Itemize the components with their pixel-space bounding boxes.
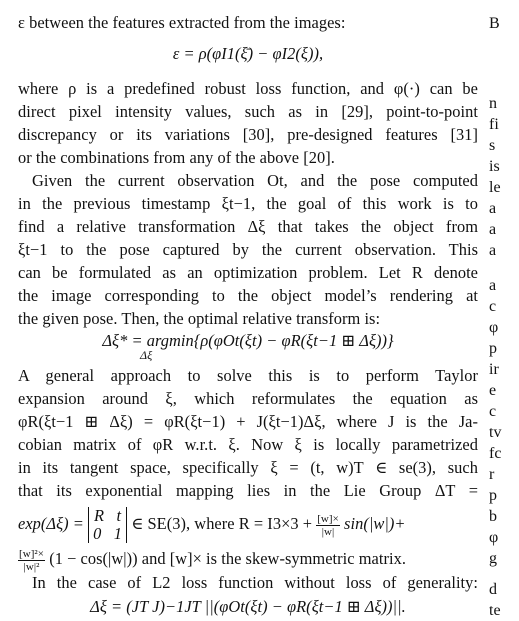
fragment: s xyxy=(489,137,496,154)
fraction-w-over-norm xyxy=(316,513,340,538)
fragment: c xyxy=(489,298,497,315)
fragment: le xyxy=(489,179,501,196)
fragment: fc xyxy=(489,445,502,462)
skew-expression: (1 − cos(|w|)) and [w]× is the skew-symmetric matrix. xyxy=(49,549,406,568)
text-line: the given pose. Then, the optimal relative transform is: xyxy=(18,309,381,328)
text-line: find a relative transformation Δξ that takes the object from xyxy=(18,217,478,236)
text-line: in the previous timestamp ξt−1, the goal of this work is to xyxy=(18,194,478,213)
fraction-w2-over-norm2 xyxy=(18,548,45,573)
matrix-cell: 0 xyxy=(93,524,102,544)
fragment: c xyxy=(489,403,497,420)
text-line: that its exponential mapping lies in the Lie Group ΔT = xyxy=(18,481,478,500)
se3-expression: ∈ SE(3), where R = I3×3 + xyxy=(131,514,313,533)
sin-expression: sin(|w|)+ xyxy=(344,514,406,533)
right-column-fragment xyxy=(489,0,519,617)
fragment: a xyxy=(489,221,497,238)
matrix-line xyxy=(18,504,478,544)
fragment: p xyxy=(489,487,497,504)
matrix-cell: R xyxy=(93,506,105,526)
text-line: expansion around ξ, which reformulates the equation as xyxy=(18,389,478,408)
rotation-translation-matrix xyxy=(88,507,127,543)
text-line: where ρ is a predefined robust loss function, and φ(·) can be xyxy=(18,79,478,98)
matrix-cell: t xyxy=(116,506,122,526)
text-line: direct pixel intensity values, such as in [29], point-to-point xyxy=(18,102,478,121)
fragment: φ xyxy=(489,319,499,336)
fragment: a xyxy=(489,200,497,217)
frac-numerator: [w]× xyxy=(317,512,339,525)
fragment: fi xyxy=(489,116,499,133)
fragment: is xyxy=(489,158,500,175)
frac-denominator: |w| xyxy=(321,525,335,538)
matrix-cell: 1 xyxy=(113,524,123,544)
text-line: cobian matrix of φR w.r.t. ξ. Now ξ is locally parametrized xyxy=(18,435,478,454)
text-line: ε between the features extracted from the images: xyxy=(18,13,346,32)
frac-numerator: [w]²× xyxy=(19,547,45,560)
text-line: ξt−1 to the pose captured by the current observation. This xyxy=(18,240,478,259)
fragment: n xyxy=(489,95,497,112)
text-line: in its tangent space, specifically ξ = (t, w)T ∈ se(3), such xyxy=(18,458,478,477)
fragment: p xyxy=(489,340,497,357)
equation-gauss-newton: Δξ = (JT J)−1JT ||(φOt(ξt) − φR(ξt−1 ⊞ Δξ))||. xyxy=(90,597,406,616)
text-line: Given the current observation Ot, and the pose computed xyxy=(32,171,478,190)
fragment: φ xyxy=(489,529,499,546)
fragment: te xyxy=(489,602,501,619)
fragment: b xyxy=(489,508,497,525)
equation-argmin: Δξ* = argmin{ρ(φOt(ξt) − φR(ξt−1 ⊞ Δξ))} xyxy=(102,331,394,350)
frac-denominator: |w|² xyxy=(23,560,40,573)
fragment: ir xyxy=(489,361,499,378)
fragment: d xyxy=(489,581,497,598)
argmin-subscript: Δξ xyxy=(140,348,153,362)
equation-epsilon: ε = ρ(φI1(ξ̄) − φI2(ξ)), xyxy=(172,44,324,63)
text-line: or the combinations from any of the above [20]. xyxy=(18,148,335,167)
fragment: a xyxy=(489,242,497,259)
skew-line xyxy=(18,546,478,572)
fragment: tv xyxy=(489,424,502,441)
text-line: A general approach to solve this is to perform Taylor xyxy=(18,366,478,385)
text-line: φR(ξt−1 ⊞ Δξ) = φR(ξt−1) + J(ξt−1)Δξ, where J is the Ja- xyxy=(18,412,478,431)
fragment: r xyxy=(489,466,495,483)
text-line: discrepancy or its variations [30], pre-designed features [31] xyxy=(18,125,478,144)
fragment: g xyxy=(489,550,497,567)
text-line: can be formulated as an optimization problem. Let R denote xyxy=(18,263,478,282)
fragment: B xyxy=(489,15,500,32)
fragment: e xyxy=(489,382,497,399)
fragment: a xyxy=(489,277,497,294)
text-line: the image corresponding to the object model’s rendering at xyxy=(18,286,478,305)
exp-expression: exp(Δξ) = xyxy=(18,514,84,533)
text-line: In the case of L2 loss function without loss of generality: xyxy=(32,573,478,592)
